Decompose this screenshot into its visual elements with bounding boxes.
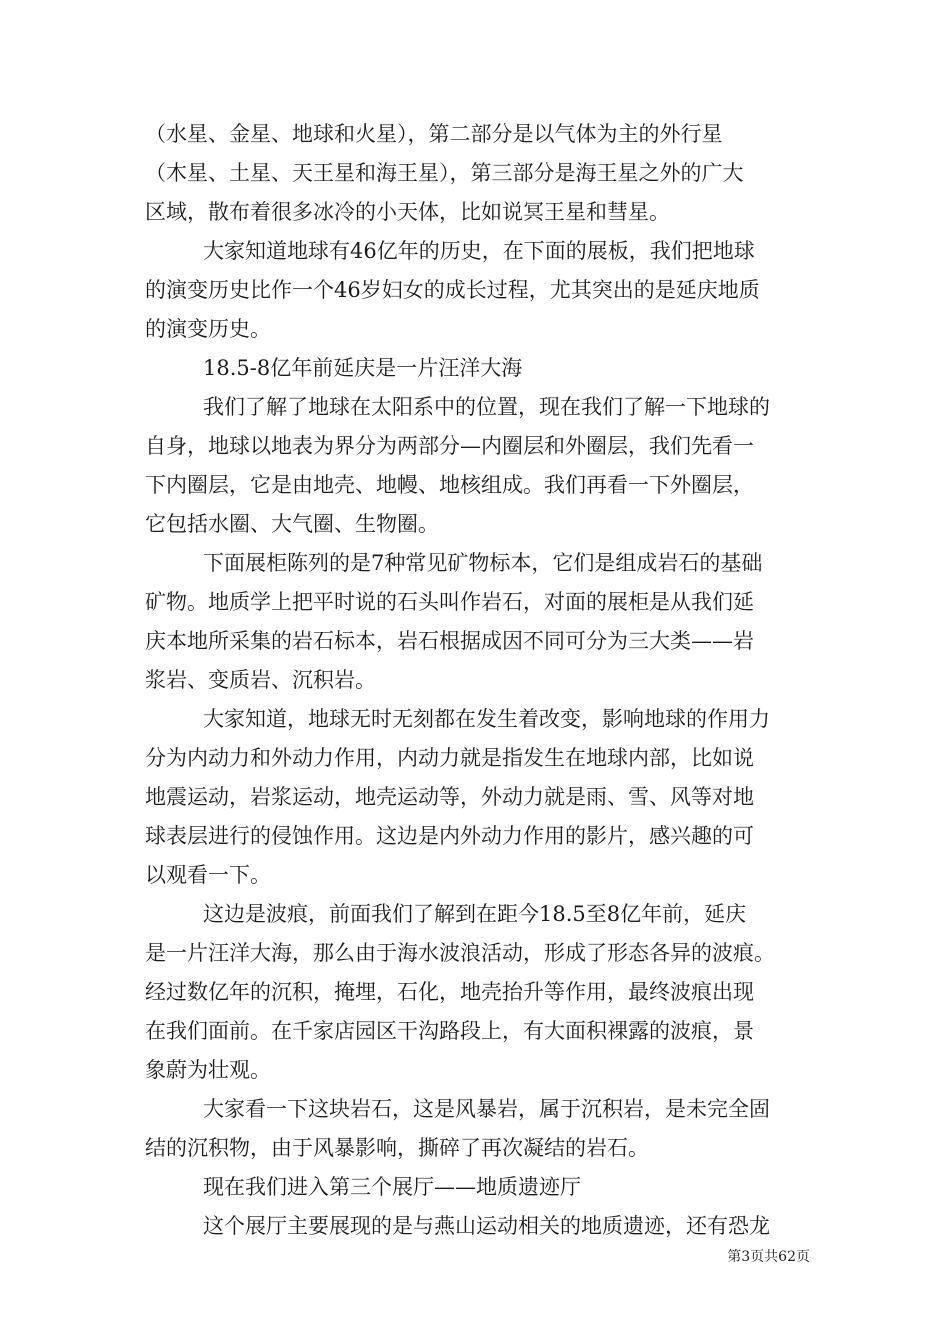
paragraph-start: 大家看一下这块岩石，这是风暴岩，属于沉积岩，是未完全固 bbox=[203, 1097, 770, 1121]
text-line: 区域，散布着很多冰冷的小天体，比如说冥王星和彗星。 bbox=[145, 200, 670, 224]
paragraph-start: 大家知道地球有46亿年的历史，在下面的展板，我们把地球 bbox=[203, 239, 755, 263]
section-heading: 18.5-8亿年前延庆是一片汪洋大海 bbox=[203, 356, 523, 380]
body-text bbox=[145, 115, 815, 1246]
paragraph-start: 下面展柜陈列的是7种常见矿物标本，它们是组成岩石的基础 bbox=[203, 551, 763, 575]
text-line: 的演变历史。 bbox=[145, 317, 271, 341]
paragraph-start: 大家知道，地球无时无刻都在发生着改变，影响地球的作用力 bbox=[203, 707, 770, 731]
text-line: 球表层进行的侵蚀作用。这边是内外动力作用的影片，感兴趣的可 bbox=[145, 824, 754, 848]
paragraph-start: 这边是波痕，前面我们了解到在距今18.5至8亿年前，延庆 bbox=[203, 902, 747, 926]
section-heading: 现在我们进入第三个展厅——地质遗迹厅 bbox=[203, 1175, 581, 1199]
paragraph-start: 我们了解了地球在太阳系中的位置，现在我们了解一下地球的 bbox=[203, 395, 770, 419]
text-line: 浆岩、变质岩、沉积岩。 bbox=[145, 668, 376, 692]
text-line: 结的沉积物，由于风暴影响，撕碎了再次凝结的岩石。 bbox=[145, 1136, 649, 1160]
text-line: 经过数亿年的沉积，掩埋，石化，地壳抬升等作用，最终波痕出现 bbox=[145, 980, 754, 1004]
text-line: 它包括水圈、大气圈、生物圈。 bbox=[145, 512, 439, 536]
text-line: 矿物。地质学上把平时说的石头叫作岩石，对面的展柜是从我们延 bbox=[145, 590, 754, 614]
text-line: 以观看一下。 bbox=[145, 863, 271, 887]
text-line: 下内圈层，它是由地壳、地幔、地核组成。我们再看一下外圈层， bbox=[145, 473, 754, 497]
text-line: 自身，地球以地表为界分为两部分—内圈层和外圈层，我们先看一 bbox=[145, 434, 754, 458]
text-line: 庆本地所采集的岩石标本，岩石根据成因不同可分为三大类——岩 bbox=[145, 629, 754, 653]
text-line: （水星、金星、地球和火星），第二部分是以气体为主的外行星 bbox=[145, 122, 723, 146]
text-line: 地震运动，岩浆运动，地壳运动等，外动力就是雨、雪、风等对地 bbox=[145, 785, 754, 809]
text-line: 的演变历史比作一个46岁妇女的成长过程，尤其突出的是延庆地质 bbox=[145, 278, 760, 302]
text-line: （木星、土星、天王星和海王星），第三部分是海王星之外的广大 bbox=[145, 161, 744, 185]
page-number-footer: 第3页共62页 bbox=[727, 1249, 810, 1265]
text-line: 在我们面前。在千家店园区干沟路段上，有大面积裸露的波痕，景 bbox=[145, 1019, 754, 1043]
text-line: 象蔚为壮观。 bbox=[145, 1058, 271, 1082]
text-line: 是一片汪洋大海，那么由于海水波浪活动，形成了形态各异的波痕。 bbox=[145, 941, 775, 965]
paragraph-start: 这个展厅主要展现的是与燕山运动相关的地质遗迹，还有恐龙 bbox=[203, 1214, 770, 1238]
text-line: 分为内动力和外动力作用，内动力就是指发生在地球内部，比如说 bbox=[145, 746, 754, 770]
